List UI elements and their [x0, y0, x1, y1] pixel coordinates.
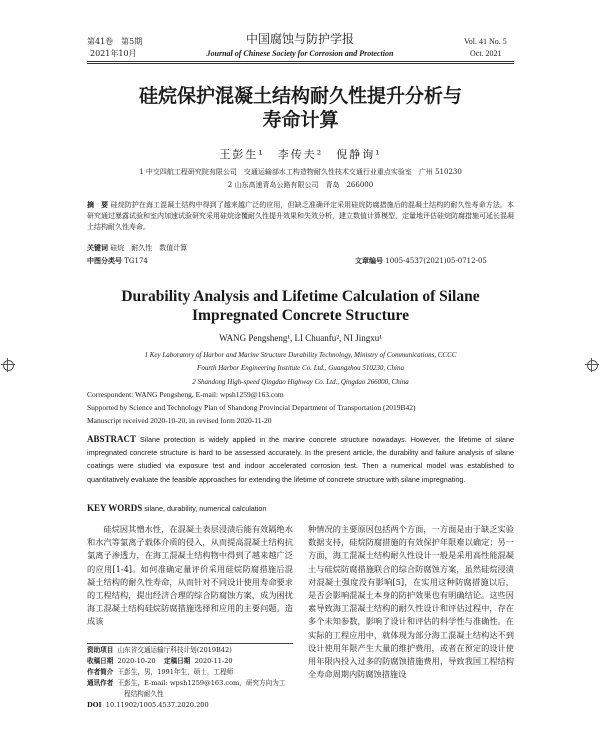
- header-rule: [87, 61, 514, 62]
- affiliation-en-2: 2 Shandong High-speed Qingdao Highway Co. Ltd., Qingdao 266000, China: [192, 378, 409, 386]
- correspondent-en: Correspondent: WANG Pengsheng, E-mail: wpsh1259@163.com: [87, 390, 284, 399]
- document-id: [355, 255, 487, 267]
- affiliation-en-1b: Fourth Harbor Engineering Institute Co. Ltd., Guangzhou 510230, China: [197, 364, 404, 372]
- authors-en: WANG Pengsheng¹, LI Chuanfu², NI Jingxu¹: [219, 333, 382, 343]
- corr-value-1: 王彭生，E-mail: wpsh1259@163.com，研究方向为工: [117, 679, 286, 687]
- abstract-cn-label: 摘 要: [87, 200, 109, 209]
- received-label: 收稿日期: [87, 657, 114, 665]
- journal-title-cn: 中国腐蚀与防护学报: [245, 32, 354, 46]
- doi-label: DOI: [87, 701, 102, 709]
- revised-value: 2020-11-20: [194, 657, 233, 665]
- keywords-cn: [87, 242, 514, 254]
- footnote-doi: [87, 700, 293, 711]
- body-left-column: 硅烷因其憎水性，在混凝土表层浸渍后能有效隔绝水和水汽等氯离子载体介质的侵入，从而提高混凝土结构抗氯离子渗透力，在海工混凝土结构物中得到了越来越广泛的应用[1-4]。如何准确定量评价采用硅烷防腐措施后混凝土结构的耐久性寿命，从而针对不同设计使用寿命要求的工程结构，提出经济合理的综合防腐蚀方案，成为困扰海工混凝土结构硅烷防腐措施选择和应用的主要问题。造成该: [87, 524, 293, 627]
- header-volume-en: Vol. 41 No. 5: [464, 37, 507, 46]
- clc-number: [87, 255, 148, 267]
- supported-by-en: Supported by Science and Technology Plan of Shandong Provincial Department of Transportation (2019B42): [87, 403, 416, 412]
- abstract-cn: [87, 199, 514, 233]
- abstract-en: [87, 433, 514, 486]
- header-rule-2: [87, 63, 514, 64]
- clc-value: TG174: [124, 257, 148, 265]
- abstract-en-text: Silane protection is widely applied in the marine concrete structure nowadays. However, the lifetime of silane impregnated concrete structure is hard to be assessed accurately. In the present article, the durability and failure analysis of silane coatings were studied via exposure test and indoor accelerated corrosion test. Then a numerical model was established to quantitatively evaluate the feasible approaches for extending the lifetime of concrete structure with silane impregnating.: [87, 435, 514, 484]
- article-title-en-line2: Impregnated Concrete Structure: [192, 307, 409, 324]
- corr-value-2: 程结构耐久性: [124, 690, 164, 698]
- article-title-cn-line1: 硅烷保护混凝土结构耐久性提升分析与: [138, 85, 462, 107]
- footnote-dates: [87, 656, 293, 667]
- keywords-en-text: silane, durability, numerical calculation: [144, 504, 267, 513]
- footnote-rule: [87, 643, 293, 644]
- bio-label: 作者简介: [87, 668, 114, 676]
- docid-label: 文章编号: [355, 256, 383, 265]
- received-value: 2020-10-20: [117, 657, 156, 665]
- clc-label: 中图分类号: [87, 256, 122, 265]
- affiliation-en-1a: 1 Key Laboratory of Harbor and Marine Structure Durability Technology, Ministry of Communications, CCCC: [144, 351, 457, 359]
- keywords-en: [87, 502, 514, 515]
- bio-value: 王彭生，男，1991年生，硕士，工程师: [117, 668, 234, 676]
- footnote-block: [87, 645, 293, 711]
- abstract-en-label: ABSTRACT: [87, 434, 137, 444]
- doi-value: 10.11902/1005.4537.2020.200: [105, 701, 209, 709]
- article-title-en-line1: Durability Analysis and Lifetime Calculation of Silane: [121, 288, 480, 305]
- footnote-correspondent: [87, 678, 293, 689]
- body-right-column: 种情况的主要原因包括两个方面，一方面是由于缺乏实验数据支持，硅烷防腐措施的有效保护年限难以确定；另一方面，海工混凝土结构耐久性设计一般是采用高性能混凝土与硅烷防腐措施联合的综合防腐蚀方案，虽然硅烷浸渍对混凝土强度没有影响[5]，在实用这种防腐措施以后，是否会影响混凝土本身的防护效果也有明确结论。这些因素导致海工混凝土结构的耐久性设计和评估过程中，存在多个未知参数，影响了设计和评估的科学性与准确性。在实际的工程应用中，就体现为部分海工混凝土结构达不到设计使用年限产生大量的维护费用，或者在预定的设计使用年限内投入过多的防腐蚀措施费用，导致我国工程结构全寿命周期内防腐蚀措施设: [308, 524, 514, 680]
- header-volume-cn: 第41卷 第5期: [87, 37, 143, 46]
- article-title-cn-line2: 寿命计算: [262, 109, 339, 131]
- article-title-cn: [87, 84, 514, 132]
- affiliation-cn-2: 2 山东高速青岛公路有限公司 青岛 266000: [227, 181, 374, 189]
- header-date-en: Oct. 2021: [470, 49, 502, 58]
- docid-value: 1005-4537(2021)05-0712-05: [385, 257, 487, 265]
- corr-label: 通讯作者: [87, 679, 114, 687]
- footnote-correspondent-2: [87, 689, 293, 700]
- journal-title-en: Journal of Chinese Society for Corrosion and Protection: [206, 49, 394, 58]
- abstract-cn-text: 硅烷防护在海工混凝土结构中得到了越来越广泛的应用，但缺乏准确评定采用硅烷防腐措施后的混凝土结构的耐久性寿命方法。本研究通过暴露试验和室内加速试验研究采用硅烷涂覆耐久性提升效果和失效分析，建立数值计算模型，定量地评估硅烷防腐措施可延长混凝土结构耐久性寿命。: [87, 201, 515, 231]
- fund-value: 山东省交通运输厅科技计划(2019B42): [117, 646, 232, 654]
- article-title-en: [87, 287, 514, 325]
- affiliation-cn-1: 1 中交四航工程研究院有限公司 交通运输部水工构造物耐久性技术交通行业重点实验室 广州 510230: [139, 168, 462, 176]
- footnote-bio: [87, 667, 293, 678]
- footnote-fund: [87, 645, 293, 656]
- keywords-en-label: KEY WORDS: [87, 503, 143, 513]
- registration-mark-right-icon: [585, 358, 599, 372]
- registration-mark-left-icon: [1, 358, 15, 372]
- authors-cn: 王彭生¹ 李传夫² 倪静询¹: [219, 148, 382, 161]
- manuscript-dates-en: Manuscript received 2020-10-20, in revised form 2020-11-20: [87, 416, 272, 425]
- revised-label: 定稿日期: [164, 657, 191, 665]
- keywords-cn-label: 关键词: [87, 243, 108, 252]
- keywords-cn-text: 硅烷 耐久性 数值计算: [110, 244, 188, 252]
- header-date-cn: 2021年10月: [90, 49, 137, 58]
- fund-label: 资助项目: [87, 646, 114, 654]
